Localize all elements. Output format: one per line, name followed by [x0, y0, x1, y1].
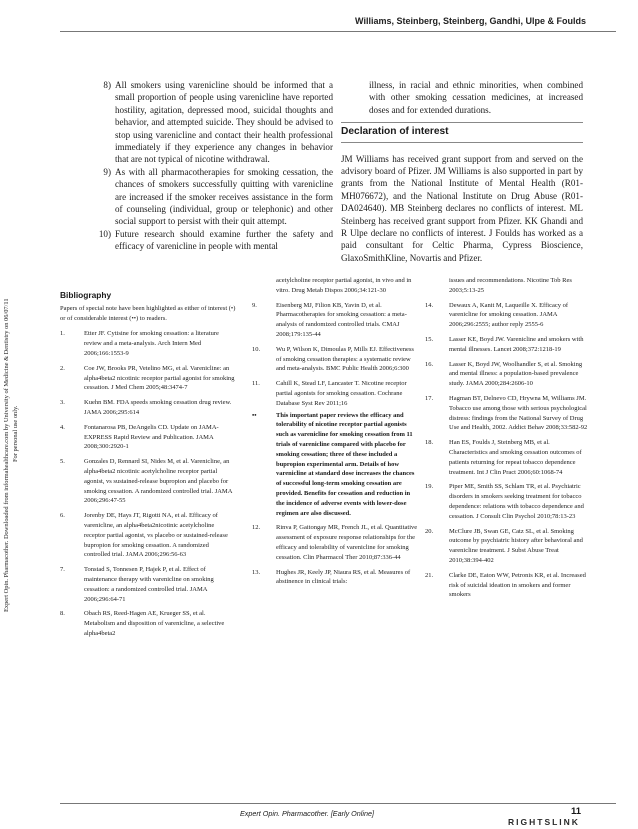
reference-item	[60, 511, 236, 560]
bibliography-intro: Papers of special note have been highlighted as either of interest (•) or of considerable interest (••) to readers.	[60, 304, 236, 322]
reference-number: 15.	[425, 335, 434, 343]
reference-text: acetylcholine receptor partial agonist, in vivo and in vitro. Drug Metab Dispos 2006;34:121-30	[276, 277, 412, 294]
reference-item	[425, 571, 590, 600]
reference-annotation	[252, 411, 418, 519]
reference-item	[425, 527, 590, 566]
annotation-text: This important paper reviews the efficacy and tolerability of nicotine receptor partial agonists such as varenicline for smoking cessation from 11 trials of varenicline compared with placebo for smoking cessation; three of these included a bupropion experimental arm. Details of how varenicline at standard dose increases the chances of successful long-term smoking cessation are provided. Benefits for cessation and reduction in the incidence of adverse events with lower-dose regimen are also discussed.	[276, 411, 415, 517]
item-text: Future research should examine further the safety and efficacy of varenicline in people with mental	[115, 228, 333, 252]
download-watermark	[2, 182, 20, 612]
reference-item	[252, 345, 418, 374]
reference-number: 14.	[425, 301, 434, 309]
reference-number: 1.	[60, 330, 65, 338]
bibliography-heading: Bibliography	[60, 290, 112, 300]
item-text: All smokers using varenicline should be informed that a small proportion of people using varenicline have reported hostility, agitation, depressed mood, suicidal thoughts and behavior, and attempted suicide. They should be advised to stop using varenicline and contact their health professional immediately if they experience any changes in behavior that are not typical of nicotine withdrawal.	[115, 80, 333, 165]
reference-item	[252, 301, 418, 340]
personal-use-line: For personal use only.	[12, 405, 19, 462]
item-number: 8)	[103, 80, 111, 90]
reference-text: Lasser KE, Boyd JW. Varenicline and smokers with mental illnesses. Lancet 2008;372:1218-19	[449, 335, 584, 353]
reference-text: Rinva P, Gaitongay MR, French JL, et al. Quantitative assessment of exposure response relationships for the efficacy and tolerability of varenicline for smoking cessation. Clin Pharmacol Ther 2010;87:336-44	[276, 524, 418, 561]
recommendation-item	[86, 228, 333, 253]
reference-continuation	[425, 276, 590, 296]
reference-item	[60, 565, 236, 604]
reference-text: Obach RS, Reed-Hagen AE, Krueger SS, et al. Metabolism and disposition of varenicline, a selective alpha4beta2	[84, 610, 225, 637]
reference-text: Lasser K, Boyd JW, Woolhandler S, et al. Smoking and mental illness: a population-based prevalence study. JAMA 2000;284:2606-10	[449, 360, 583, 388]
reference-number: 4.	[60, 423, 65, 431]
declaration-heading: Declaration of interest	[341, 122, 583, 142]
download-line: Expert Opin. Pharmacother. Downloaded from informahealthcare.com by University of Medicine & Dentistry on 06/07/11	[3, 298, 10, 612]
reference-text: Hagman BT, Delnevo CD, Hrywna M, Williams JM. Tobacco use among those with serious psychological distress: findings from the National Survey of Drug Use and Health, 2002. Addict Behav 2008;33:582-92	[449, 394, 588, 432]
annotation-marker: ••	[252, 411, 257, 419]
reference-item	[425, 438, 590, 477]
footer-rule	[60, 803, 616, 804]
reference-item	[425, 360, 590, 389]
item-number: 10)	[98, 228, 111, 239]
reference-item	[60, 423, 236, 452]
reference-number: 13.	[252, 568, 261, 576]
reference-number: 21.	[425, 571, 434, 579]
reference-number: 8.	[60, 610, 65, 618]
reference-number: 9.	[252, 301, 257, 309]
recommendations-list	[86, 79, 333, 253]
recommendation-item	[86, 166, 333, 228]
reference-text: Wu P, Wilson K, Dimoulas P, Mills EJ. Effectiveness of smoking cessation therapies: a systematic review and meta-analysis. BMC Public Health 2006;6:300	[276, 345, 414, 373]
right-column	[341, 79, 583, 264]
reference-text: Etter JF. Cytisine for smoking cessation: a literature review and a meta-analysis. Arch Intern Med 2006;166:1553-9	[84, 330, 219, 357]
reference-item	[60, 398, 236, 418]
bibliography-column-3	[425, 276, 590, 605]
reference-item	[60, 329, 236, 358]
journal-footer: Expert Opin. Pharmacother. [Early Online]	[240, 809, 374, 818]
reference-number: 12.	[252, 524, 261, 532]
reference-item	[425, 394, 590, 433]
reference-item	[252, 568, 418, 588]
reference-text: Cahill K, Stead LF, Lancaster T. Nicotine receptor partial agonists for smoking cessation. Cochrane Database Syst Rev 2011;16	[276, 380, 407, 407]
reference-number: 10.	[252, 345, 261, 353]
reference-number: 7.	[60, 566, 65, 574]
item-number: 9)	[103, 166, 111, 177]
recommendation-continuation: illness, in racial and ethnic minorities, when combined with other smoking cessation medicines, at increased doses and for extended durations.	[369, 80, 583, 115]
reference-item	[425, 482, 590, 521]
reference-text: Coe JW, Brooks PR, Vetelino MG, et al. Varenicline: an alpha4beta2 nicotinic receptor partial agonist for smoking cessation. J Med Chem 2005;48:3474-7	[84, 364, 235, 392]
rightslink-logo[interactable]: RIGHTSLINK	[508, 817, 580, 827]
reference-text: McClure JB, Swan GE, Catz SL, et al. Smoking outcome by psychiatric history after behavioral and varenicline treatment. J Subst Abuse Treat 2010;38:394-402	[449, 527, 583, 564]
reference-item	[60, 364, 236, 393]
reference-text: Gonzales D, Rennard SI, Nides M, et al. Varenicline, an alpha4beta2 nicotinic acetylcholine receptor partial agonist, vs sustained-release bupropion and placebo for smoking cessation. A randomized controlled trial. JAMA 2006;296:47-55	[84, 458, 233, 505]
reference-text: Piper ME, Smith SS, Schlam TR, et al. Psychiatric disorders in smokers seeking treatment for tobacco dependence: relations with tobacco dependence and cessation. J Consult Clin Psychol 2010;78:13-23	[449, 483, 584, 520]
bibliography-column-1	[60, 291, 236, 644]
reference-text: Dewaux A, Kanit M, Laqueille X. Efficacy of varenicline for smoking cessation. JAMA 2006;296:2555; author reply 2555-6	[449, 301, 569, 329]
bibliography-column-2	[252, 276, 418, 592]
reference-item	[252, 379, 418, 408]
reference-number: 5.	[60, 458, 65, 466]
reference-number: 6.	[60, 512, 65, 520]
reference-text: Kuehn BM. FDA speeds smoking cessation drug review. JAMA 2006;295:614	[84, 399, 232, 416]
reference-text: Fontanarosa PB, DeAngelis CD. Update on JAMA-EXPRESS Rapid Review and Publication. JAMA 2008;300:2920-1	[84, 423, 219, 451]
declaration-text: JM Williams has received grant support from and served on the advisory board of Pfizer. JM Williams is also supported in part by grants from the National Institute of Mental Health (R01- MH076672), and the National Institute on Drug Abuse (R01-DA024640). MB Steinberg declares no conflicts of interest. ML Steinberg has received grant support from Pfizer. KK Ghandi and R Ulpe declare no conflicts of interest. J Foulds has worked as a paid consultant for Celtic Pharma, Cypress Bioscience, GlaxoSmithKline, Novartis and Pfizer.	[341, 153, 583, 263]
reference-number: 11.	[252, 380, 260, 388]
reference-text: issues and recommendations. Nicotine Tob Res 2003;5:13-25	[449, 277, 572, 294]
reference-number: 19.	[425, 483, 434, 491]
reference-number: 3.	[60, 399, 65, 407]
reference-number: 18.	[425, 439, 434, 447]
reference-item	[252, 523, 418, 562]
header-rule	[60, 31, 616, 32]
reference-item	[425, 301, 590, 330]
reference-number: 20.	[425, 527, 434, 535]
reference-text: Hughes JR, Keely JP, Niaura RS, et al. Measures of abstinence in clinical trials:	[276, 568, 411, 586]
reference-text: Jorenby DE, Hays JT, Rigotti NA, et al. Efficacy of varenicline, an alpha4beta2nicotinic acetylcholine receptor partial agonist, vs placebo or sustained-release bupropion for smoking cessation. A randomized controlled trial. JAMA 2006;296:56-63	[84, 512, 228, 559]
running-header: Williams, Steinberg, Steinberg, Gandhi, Ulpe & Foulds	[355, 16, 586, 26]
reference-item	[425, 335, 590, 355]
recommendation-item	[86, 79, 333, 166]
reference-text: Tonstad S, Tonnesen P, Hajek P, et al. Effect of maintenance therapy with varenicline on smoking cessation: a randomized controlled trial. JAMA 2006;296:64-71	[84, 566, 214, 603]
page-number: 11	[570, 806, 581, 817]
reference-item	[60, 609, 236, 638]
item-text: As with all pharmacotherapies for smoking cessation, the chances of smokers successfully quitting with varenicline are increased if the smoker receives assistance in the form of counseling (individual, group or telephonic) and other social support to persist with their quit attempt.	[115, 166, 333, 227]
reference-item	[60, 457, 236, 506]
reference-text: Clarke DE, Eaton WW, Petronis KR, et al. Increased risk of suicidal ideation in smokers and former smokers	[449, 571, 586, 599]
reference-number: 2.	[60, 364, 65, 372]
reference-text: Eisenberg MJ, Filion KB, Yavin D, et al. Pharmacotherapies for smoking cessation: a meta-analysis of randomized controlled trials. CMAJ 2008;179:135-44	[276, 301, 407, 338]
reference-continuation	[252, 276, 418, 296]
reference-number: 16.	[425, 360, 434, 368]
reference-text: Han ES, Foulds J, Steinberg MB, et al. Characteristics and smoking cessation outcomes of patients returning for repeat tobacco dependence treatment. Int J Clin Pract 2006;60:1068-74	[449, 439, 582, 476]
reference-number: 17.	[425, 394, 434, 402]
